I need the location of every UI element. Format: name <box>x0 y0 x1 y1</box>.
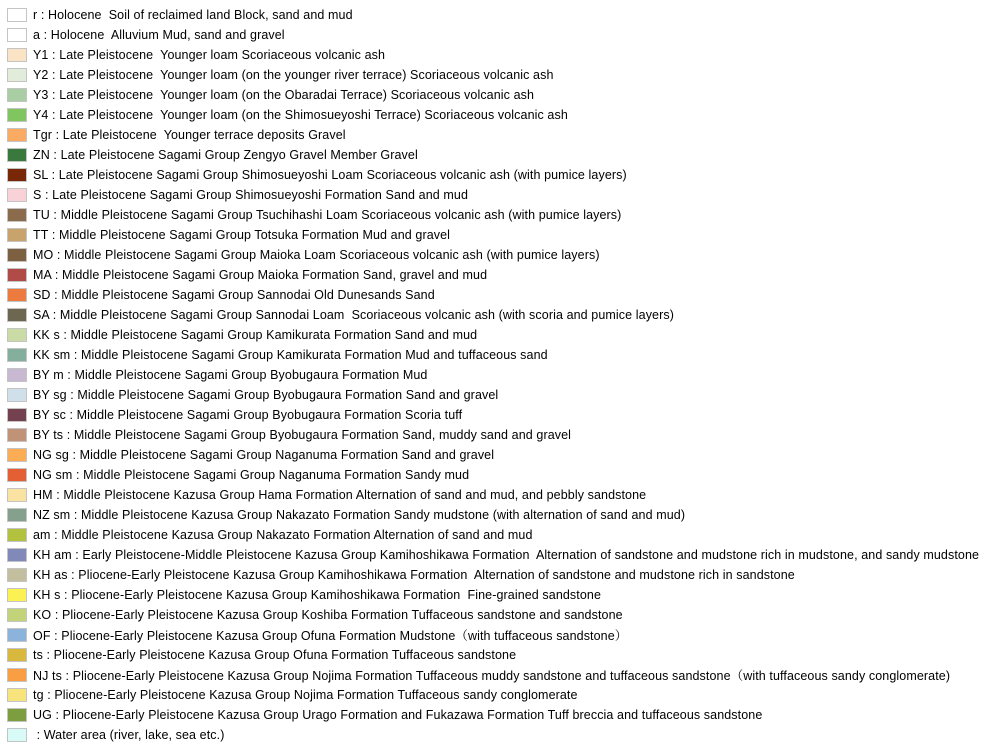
legend-row <box>0 385 983 405</box>
legend-color-swatch <box>7 568 27 582</box>
legend-color-swatch <box>7 168 27 182</box>
legend-row-label: KH am : Early Pleistocene-Middle Pleistocene Kazusa Group Kamihoshikawa Formation Alternation of sandstone and mudstone rich in mudstone, and sandy mudstone <box>33 548 980 562</box>
legend-color-swatch <box>7 668 27 682</box>
legend-color-swatch <box>7 428 27 442</box>
legend-row <box>0 685 983 705</box>
legend-color-swatch <box>7 248 27 262</box>
legend-row <box>0 225 983 245</box>
legend-row <box>0 705 983 725</box>
legend-row-label: a : Holocene Alluvium Mud, sand and gravel <box>33 28 285 42</box>
legend-row-label: KK s : Middle Pleistocene Sagami Group Kamikurata Formation Sand and mud <box>33 328 478 342</box>
legend-color-swatch <box>7 8 27 22</box>
legend-row-label: NG sg : Middle Pleistocene Sagami Group Naganuma Formation Sand and gravel <box>33 448 495 462</box>
legend-color-swatch <box>7 688 27 702</box>
legend-row-label: BY sg : Middle Pleistocene Sagami Group Byobugaura Formation Sand and gravel <box>33 388 499 402</box>
legend-row <box>0 445 983 465</box>
legend-row-label: SA : Middle Pleistocene Sagami Group Sannodai Loam Scoriaceous volcanic ash (with scoria and pumice layers) <box>33 308 674 322</box>
legend-color-swatch <box>7 68 27 82</box>
legend-row <box>0 325 983 345</box>
legend-color-swatch <box>7 208 27 222</box>
legend-row-label: KO : Pliocene-Early Pleistocene Kazusa Group Koshiba Formation Tuffaceous sandstone and sandstone <box>33 608 623 622</box>
legend-row-label: Y4 : Late Pleistocene Younger loam (on the Shimosueyoshi Terrace) Scoriaceous volcanic ash <box>33 108 568 122</box>
legend-row <box>0 45 983 65</box>
legend-row-label: OF : Pliocene-Early Pleistocene Kazusa Group Ofuna Formation Mudstone（with tuffaceous sandstone） <box>33 629 628 643</box>
legend-row <box>0 505 983 525</box>
legend-row <box>0 205 983 225</box>
legend-row-label: Y1 : Late Pleistocene Younger loam Scoriaceous volcanic ash <box>33 48 386 62</box>
legend-row-label: UG : Pliocene-Early Pleistocene Kazusa Group Urago Formation and Fukazawa Formation Tuff breccia and tuffaceous sandstone <box>33 708 763 722</box>
legend-row <box>0 65 983 85</box>
legend-row <box>0 425 983 445</box>
legend-color-swatch <box>7 608 27 622</box>
legend-row <box>0 625 983 645</box>
legend-color-swatch <box>7 128 27 142</box>
legend-row <box>0 485 983 505</box>
legend-row <box>0 145 983 165</box>
legend-row-label: Y2 : Late Pleistocene Younger loam (on the younger river terrace) Scoriaceous volcanic ash <box>33 68 554 82</box>
legend-row <box>0 185 983 205</box>
legend-row <box>0 465 983 485</box>
legend-row-label: TT : Middle Pleistocene Sagami Group Totsuka Formation Mud and gravel <box>33 228 451 242</box>
legend-row <box>0 605 983 625</box>
legend-color-swatch <box>7 308 27 322</box>
legend-row <box>0 345 983 365</box>
legend-row-label: am : Middle Pleistocene Kazusa Group Nakazato Formation Alternation of sand and mud <box>33 528 533 542</box>
legend-row-label: ZN : Late Pleistocene Sagami Group Zengyo Gravel Member Gravel <box>33 148 418 162</box>
legend-row-label: KH as : Pliocene-Early Pleistocene Kazusa Group Kamihoshikawa Formation Alternation of sandstone and mudstone rich in sandstone <box>33 568 795 582</box>
legend-color-swatch <box>7 48 27 62</box>
legend-row-label: tg : Pliocene-Early Pleistocene Kazusa Group Nojima Formation Tuffaceous sandy conglomerate <box>33 688 578 702</box>
legend-row-label: BY m : Middle Pleistocene Sagami Group Byobugaura Formation Mud <box>33 368 428 382</box>
legend-row <box>0 525 983 545</box>
legend-color-swatch <box>7 728 27 742</box>
legend-row <box>0 305 983 325</box>
legend-row-label: BY sc : Middle Pleistocene Sagami Group Byobugaura Formation Scoria tuff <box>33 408 463 422</box>
legend-color-swatch <box>7 188 27 202</box>
legend-row <box>0 125 983 145</box>
legend-row-label: HM : Middle Pleistocene Kazusa Group Hama Formation Alternation of sand and mud, and pebbly sandstone <box>33 488 647 502</box>
legend-row <box>0 565 983 585</box>
legend-color-swatch <box>7 508 27 522</box>
legend-row-label: : Water area (river, lake, sea etc.) <box>33 728 225 742</box>
legend-color-swatch <box>7 468 27 482</box>
legend-row <box>0 165 983 185</box>
legend-row <box>0 105 983 125</box>
legend-row-label: ts : Pliocene-Early Pleistocene Kazusa Group Ofuna Formation Tuffaceous sandstone <box>33 648 517 662</box>
legend-color-swatch <box>7 488 27 502</box>
legend-color-swatch <box>7 648 27 662</box>
legend-row-label: NZ sm : Middle Pleistocene Kazusa Group Nakazato Formation Sandy mudstone (with alternation of sand and mud) <box>33 508 686 522</box>
legend-row-label: MO : Middle Pleistocene Sagami Group Maioka Loam Scoriaceous volcanic ash (with pumice layers) <box>33 248 600 262</box>
legend-row <box>0 245 983 265</box>
legend-color-swatch <box>7 328 27 342</box>
legend-color-swatch <box>7 588 27 602</box>
legend-row-label: NJ ts : Pliocene-Early Pleistocene Kazusa Group Nojima Formation Tuffaceous muddy sandstone and tuffaceous sandstone（with tuffaceous sandy conglomerate) <box>33 669 951 683</box>
legend-row <box>0 665 983 685</box>
legend-row-label: r : Holocene Soil of reclaimed land Block, sand and mud <box>33 8 353 22</box>
legend-color-swatch <box>7 108 27 122</box>
legend-row <box>0 585 983 605</box>
legend-color-swatch <box>7 628 27 642</box>
legend-row-label: S : Late Pleistocene Sagami Group Shimosueyoshi Formation Sand and mud <box>33 188 469 202</box>
legend-row-label: SL : Late Pleistocene Sagami Group Shimosueyoshi Loam Scoriaceous volcanic ash (with pumice layers) <box>33 168 627 182</box>
legend-row <box>0 365 983 385</box>
legend-color-swatch <box>7 448 27 462</box>
legend-color-swatch <box>7 548 27 562</box>
legend-row <box>0 5 983 25</box>
legend-row <box>0 725 983 745</box>
legend-color-swatch <box>7 388 27 402</box>
legend-color-swatch <box>7 348 27 362</box>
legend-row-label: KK sm : Middle Pleistocene Sagami Group Kamikurata Formation Mud and tuffaceous sand <box>33 348 548 362</box>
legend-row <box>0 25 983 45</box>
legend-row-label: TU : Middle Pleistocene Sagami Group Tsuchihashi Loam Scoriaceous volcanic ash (with pumice layers) <box>33 208 622 222</box>
legend-row <box>0 85 983 105</box>
legend-row <box>0 405 983 425</box>
legend-color-swatch <box>7 268 27 282</box>
legend-row-label: KH s : Pliocene-Early Pleistocene Kazusa Group Kamihoshikawa Formation Fine-grained sandstone <box>33 588 602 602</box>
legend-row-label: MA : Middle Pleistocene Sagami Group Maioka Formation Sand, gravel and mud <box>33 268 488 282</box>
legend-row <box>0 265 983 285</box>
legend-color-swatch <box>7 228 27 242</box>
legend-row-label: SD : Middle Pleistocene Sagami Group Sannodai Old Dunesands Sand <box>33 288 435 302</box>
legend-color-swatch <box>7 148 27 162</box>
legend-color-swatch <box>7 708 27 722</box>
legend-row <box>0 645 983 665</box>
legend-row-label: NG sm : Middle Pleistocene Sagami Group Naganuma Formation Sandy mud <box>33 468 470 482</box>
legend-color-swatch <box>7 408 27 422</box>
legend-row-label: Tgr : Late Pleistocene Younger terrace deposits Gravel <box>33 128 346 142</box>
legend-row-label: Y3 : Late Pleistocene Younger loam (on the Obaradai Terrace) Scoriaceous volcanic ash <box>33 88 535 102</box>
legend-color-swatch <box>7 28 27 42</box>
legend-color-swatch <box>7 288 27 302</box>
legend-row <box>0 545 983 565</box>
legend-color-swatch <box>7 528 27 542</box>
legend-row-label: BY ts : Middle Pleistocene Sagami Group Byobugaura Formation Sand, muddy sand and gravel <box>33 428 572 442</box>
legend-color-swatch <box>7 368 27 382</box>
legend-row <box>0 285 983 305</box>
legend-color-swatch <box>7 88 27 102</box>
